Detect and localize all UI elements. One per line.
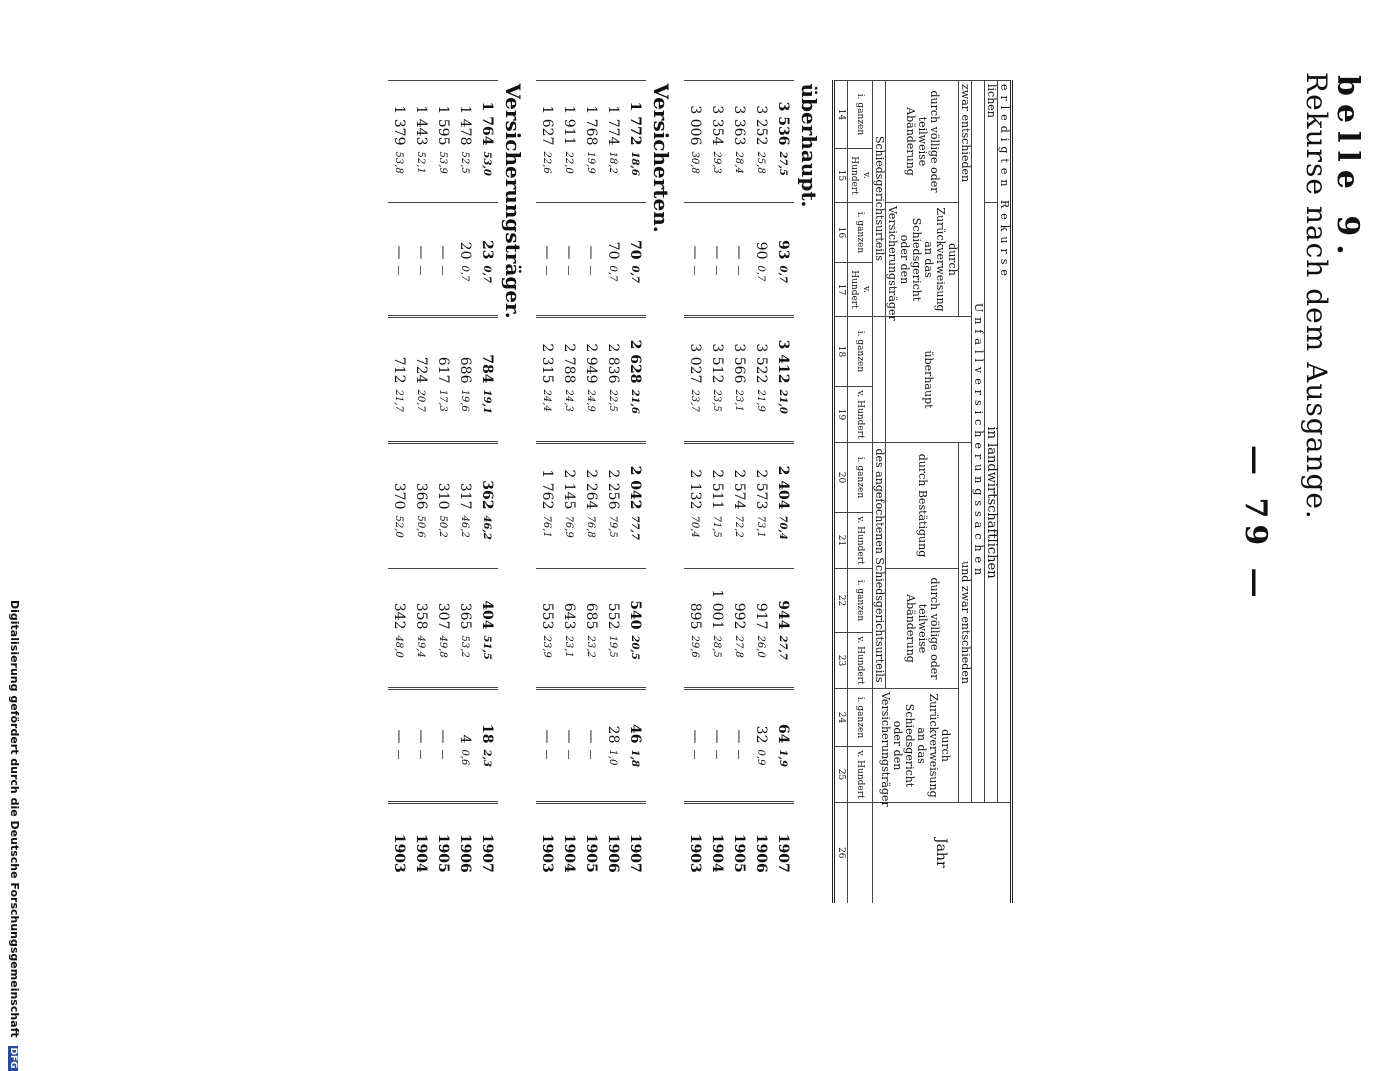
table-cell-c17: — [733,265,745,276]
table-cell-c24: 18 [476,689,498,747]
table-cell-c20: 362 [476,443,498,513]
table-row [772,81,794,903]
header-aenderung: durch völlige oder teilweise Abänderung [886,81,959,203]
table-cell-year: 1906 [454,803,476,903]
table-cell-c16: 23 [476,203,498,263]
table-cell-year: 1907 [624,803,646,903]
table-cell-c20: 2 132 [684,443,706,513]
column-number: 26 [834,803,848,903]
dfg-logo-icon: DFG [8,1047,18,1069]
table-cell-c18: 724 [410,317,432,387]
table-cell-c23: 28,5 [711,635,723,658]
table-cell-c20: 370 [388,443,410,513]
table-cell-year: 1904 [410,803,432,903]
table-cell-c23: 26,0 [755,635,767,658]
table-cell-c19: 19,1 [481,389,493,414]
header-jahr: Jahr [873,803,1012,903]
table-cell-c21: 52,0 [393,515,405,538]
table-cell-c18: 3 027 [684,317,706,387]
table-cell-c16: — [706,203,728,263]
table-cell-c16: — [580,203,602,263]
table-cell-c24: 28 [602,689,624,747]
table-cell-c24: 46 [624,689,646,747]
table-cell-c25: 0,9 [755,749,767,766]
table-cell-c25: — [393,749,405,760]
table-cell-c21: 46,2 [459,515,471,538]
column-number: 15 [834,149,848,203]
section-heading-row [646,81,684,903]
table-cell-c21: 76,9 [563,515,575,538]
table-cell-c23: 49,8 [437,635,449,658]
table-cell-c19: 24,4 [541,389,553,412]
table-cell-c23: 23,9 [541,635,553,658]
table-cell-c18: 3 512 [706,317,728,387]
table-cell-c20: 2 511 [706,443,728,513]
table-cell-c16: — [684,203,706,263]
table-row [558,81,580,903]
table-cell-c23: 49,4 [415,635,427,658]
table-cell-c23: 19,5 [607,635,619,658]
table-cell-c14: 1 772 [624,81,646,149]
table-cell-c15: 22,0 [563,151,575,174]
table-cell-c14: 3 252 [750,81,772,149]
table-cell-c19: 23,7 [689,389,701,412]
table-cell-c17: — [585,265,597,276]
header-unfall: Unfallversicherungssachen [972,81,985,803]
table-cell-year: 1906 [602,803,624,903]
table-cell-c15: 22,6 [541,151,553,174]
column-number: 17 [834,263,848,317]
table-cell-c22: 944 [772,569,794,633]
table-cell-c15: 53,0 [481,151,493,176]
table-cell-c14: 1 379 [388,81,410,149]
table-cell-c22: 342 [388,569,410,633]
section-heading: Versicherungsträger. [501,83,525,319]
table-cell-c25: 0,6 [459,749,471,766]
header-angefochtenen: des angefochtenen Schiedsgerichtsurteils [873,443,886,689]
table-title: Rekurse nach dem Ausgange. [1300,72,1333,520]
header-blank [873,317,886,443]
table-row [476,81,498,903]
table-cell-c18: 2 315 [536,317,558,387]
table-cell-c19: 21,6 [629,389,641,414]
header-lichen: lichen [985,81,998,203]
table-cell-c14: 1 911 [558,81,580,149]
table-cell-c25: 1,0 [607,749,619,766]
table-cell-c24: — [706,689,728,747]
table-cell-c17: — [415,265,427,276]
header-und-zwar-entschieden: und zwar entschieden [959,443,972,803]
table-cell-c22: 1 001 [706,569,728,633]
table-cell-c17: — [437,265,449,276]
table-cell-c19: 23,5 [711,389,723,412]
table-cell-c14: 1 478 [454,81,476,149]
table-cell-year: 1905 [432,803,454,903]
table-cell-c22: 358 [410,569,432,633]
table-cell-c25: — [711,749,723,760]
header-v-hundert: v. Hundert [848,387,873,443]
column-number: 21 [834,513,848,569]
table-cell-c15: 52,5 [459,151,471,174]
table-cell-year: 1904 [558,803,580,903]
table-row [432,81,454,903]
table-cell-c15: 18,6 [629,151,641,176]
table-cell-c24: — [388,689,410,747]
column-number: 25 [834,747,848,803]
table-cell-c15: 53,8 [393,151,405,174]
table-cell-c18: 2 788 [558,317,580,387]
table-cell-c15: 19,9 [585,151,597,174]
table-row [602,81,624,903]
table-cell-year: 1906 [750,803,772,903]
header-zurueckverweisung-2: durch Zurückverweisung an das Schiedsgericht oder den Versicherungsträger [873,689,959,803]
digitization-text: Digitalisierung gefördert durch die Deutsche Forschungsgemeinschaft [8,600,21,1038]
table-cell-c19: 21,9 [755,389,767,412]
table-cell-c21: 50,6 [415,515,427,538]
table-cell-c14: 1 595 [432,81,454,149]
table-cell-c23: 53,2 [459,635,471,658]
table-cell-c23: 27,7 [777,635,789,660]
table-row [684,81,706,903]
section-heading: überhaupt. [797,83,821,208]
table-title-number: belle 9. [1330,75,1365,263]
table-cell-c22: 643 [558,569,580,633]
table-cell-c14: 1 768 [580,81,602,149]
table-cell-c18: 686 [454,317,476,387]
table-cell-c18: 617 [432,317,454,387]
table-cell-c25: 2,3 [481,749,493,767]
table-row [388,81,410,903]
table-cell-c22: 307 [432,569,454,633]
header-zwar-entschieden: zwar entschieden [959,81,972,317]
header-erledigten: erledigten Rekurse [998,81,1012,803]
table-cell-c14: 3 536 [772,81,794,149]
table-cell-c19: 24,9 [585,389,597,412]
table-cell-c20: 310 [432,443,454,513]
table-cell-c23: 23,1 [563,635,575,658]
table-cell-c24: 32 [750,689,772,747]
table-cell-c17: 0,7 [481,265,493,283]
table-cell-c16: — [728,203,750,263]
table-cell-c15: 25,8 [755,151,767,174]
table-cell-c18: 2 628 [624,317,646,387]
table-cell-c16: 70 [624,203,646,263]
header-aenderung-2: durch völlige oder teilweise Abänderung [886,569,959,689]
table-cell-c15: 52,1 [415,151,427,174]
page-number: — 79 — [1238,445,1273,604]
column-number: 20 [834,443,848,513]
table-cell-c16: — [432,203,454,263]
table-cell-c19: 17,3 [437,389,449,412]
table-cell-year: 1907 [476,803,498,903]
table-cell-c17: 0,7 [607,265,619,282]
table-cell-c21: 73,1 [755,515,767,538]
table-cell-c25: 1,8 [629,749,641,767]
table-cell-c14: 1 443 [410,81,432,149]
header-v-hundert: v. Hundert [848,149,873,203]
header-v-hundert: v. Hundert [848,633,873,689]
header-zurueckverweisung: durch Zurückverweisung an das Schiedsgericht oder den Versicherungsträger [886,203,959,317]
table-cell-year: 1903 [684,803,706,903]
column-number: 19 [834,387,848,443]
table-cell-c22: 917 [750,569,772,633]
table-cell-c20: 2 145 [558,443,580,513]
table-cell-c18: 712 [388,317,410,387]
table-cell-c17: — [689,265,701,276]
table-cell-c22: 685 [580,569,602,633]
table-cell-c18: 3 522 [750,317,772,387]
table-cell-c14: 3 006 [684,81,706,149]
column-number: 23 [834,633,848,689]
header-i-ganzen: i. ganzen [848,203,873,263]
table-cell-c14: 1 774 [602,81,624,149]
table-row [580,81,602,903]
table-cell-c24: — [410,689,432,747]
table-cell-c18: 784 [476,317,498,387]
table-row [750,81,772,903]
table-cell-c22: 895 [684,569,706,633]
table-cell-c16: 70 [602,203,624,263]
table-cell-c23: 23,2 [585,635,597,658]
table-cell-c15: 29,3 [711,151,723,174]
table-cell-c25: — [541,749,553,760]
header-landwirtschaftlich: in landwirtschaftlichen [985,203,998,803]
table-cell-c19: 21,0 [777,389,789,414]
table-cell-c21: 70,4 [777,515,789,540]
table-cell-c17: — [393,265,405,276]
table-cell-year: 1905 [580,803,602,903]
table-cell-c20: 2 264 [580,443,602,513]
table-cell-c24: — [684,689,706,747]
table-cell-c21: 76,8 [585,515,597,538]
table-cell-c23: 48,0 [393,635,405,658]
table-cell-c20: 2 573 [750,443,772,513]
column-number: 16 [834,203,848,263]
table-cell-c16: 20 [454,203,476,263]
table-cell-c24: — [728,689,750,747]
table-cell-c23: 29,6 [689,635,701,658]
section-heading-row [794,81,834,903]
table-row [410,81,432,903]
table-cell-c24: 4 [454,689,476,747]
table-row [706,81,728,903]
header-v-hundert: v. Hundert [848,263,873,317]
table-cell-c15: 53,9 [437,151,449,174]
table-cell-c21: 50,2 [437,515,449,538]
table-row [454,81,476,903]
table-cell-c22: 552 [602,569,624,633]
table-cell-year: 1905 [728,803,750,903]
table-cell-c18: 3 412 [772,317,794,387]
section-heading-row [498,81,536,903]
table-cell-year: 1903 [388,803,410,903]
header-unit-blank [848,803,873,903]
table-cell-c15: 28,4 [733,151,745,174]
table-cell-c20: 317 [454,443,476,513]
table-cell-c21: 76,1 [541,515,553,538]
table-cell-c14: 3 363 [728,81,750,149]
table-cell-c21: 79,5 [607,515,619,538]
table-cell-c19: 23,1 [733,389,745,412]
table-cell-c20: 2 404 [772,443,794,513]
table-cell-c17: 0,7 [629,265,641,283]
table-cell-c23: 51,5 [481,635,493,660]
column-number: 18 [834,317,848,387]
table-cell-c23: 20,5 [629,635,641,660]
table-cell-c21: 72,2 [733,515,745,538]
table-cell-c24: — [536,689,558,747]
table-cell-c24: — [558,689,580,747]
table-cell-c19: 20,7 [415,389,427,412]
table-cell-c16: — [388,203,410,263]
table-row [536,81,558,903]
table-row [728,81,750,903]
table-cell-c20: 1 762 [536,443,558,513]
table-cell-c21: 77,7 [629,515,641,540]
table-cell-c18: 2 836 [602,317,624,387]
header-i-ganzen: i. ganzen [848,81,873,149]
table-cell-c20: 2 574 [728,443,750,513]
table-cell-c21: 46,2 [481,515,493,540]
table-cell-c17: — [563,265,575,276]
table-cell-c25: — [585,749,597,760]
table-cell-c16: 90 [750,203,772,263]
table-cell-c17: 0,7 [459,265,471,282]
header-i-ganzen: i. ganzen [848,317,873,387]
column-number: 14 [834,81,848,149]
table-body [388,81,834,903]
table-cell-c20: 2 042 [624,443,646,513]
table-cell-c14: 1 764 [476,81,498,149]
table-cell-c25: 1,9 [777,749,789,767]
header-ueberhaupt: überhaupt [886,317,972,443]
table-cell-c18: 2 949 [580,317,602,387]
table-cell-c25: — [689,749,701,760]
statistics-table [388,80,1013,903]
section-heading: Versicherten. [649,83,673,233]
table-cell-c22: 365 [454,569,476,633]
header-v-hundert: v. Hundert [848,513,873,569]
table-cell-c17: — [541,265,553,276]
table-cell-c25: — [733,749,745,760]
table-cell-c19: 19,6 [459,389,471,412]
table-cell-c18: 3 566 [728,317,750,387]
table-cell-c16: — [558,203,580,263]
table-cell-c20: 366 [410,443,432,513]
table-row [624,81,646,903]
column-number: 24 [834,689,848,747]
column-number: 22 [834,569,848,633]
table-cell-c20: 2 256 [602,443,624,513]
table-cell-c22: 992 [728,569,750,633]
header-i-ganzen: i. ganzen [848,689,873,747]
table-cell-c17: 0,7 [755,265,767,282]
table-cell-c14: 1 627 [536,81,558,149]
table-cell-year: 1907 [772,803,794,903]
table-header [834,81,1012,903]
table-cell-c17: — [711,265,723,276]
table-cell-c24: — [432,689,454,747]
table-cell-c25: — [437,749,449,760]
table-cell-c14: 3 354 [706,81,728,149]
table-cell-c16: — [410,203,432,263]
table-cell-c23: 27,8 [733,635,745,658]
table-cell-c16: — [536,203,558,263]
header-bestaetigung: durch Bestätigung [886,443,959,569]
table-cell-c25: — [415,749,427,760]
table-cell-c19: 22,5 [607,389,619,412]
table-cell-year: 1903 [536,803,558,903]
header-i-ganzen: i. ganzen [848,569,873,633]
table-cell-c19: 21,7 [393,389,405,412]
table-cell-c15: 18,2 [607,151,619,174]
header-schiedsgerichtsurteils: Schiedsgerichtsurteils [873,81,886,317]
table-cell-c24: 64 [772,689,794,747]
table-cell-c19: 24,3 [563,389,575,412]
table-cell-c15: 27,5 [777,151,789,176]
table-cell-c16: 93 [772,203,794,263]
table-cell-year: 1904 [706,803,728,903]
table-cell-c17: 0,7 [777,265,789,283]
table-cell-c15: 30,8 [689,151,701,174]
table-cell-c24: — [580,689,602,747]
table-cell-c22: 404 [476,569,498,633]
table-cell-c21: 71,5 [711,515,723,538]
table-cell-c22: 553 [536,569,558,633]
header-v-hundert: v. Hundert [848,747,873,803]
table-cell-c22: 540 [624,569,646,633]
header-i-ganzen: i. ganzen [848,443,873,513]
table-cell-c21: 70,4 [689,515,701,538]
table-cell-c25: — [563,749,575,760]
